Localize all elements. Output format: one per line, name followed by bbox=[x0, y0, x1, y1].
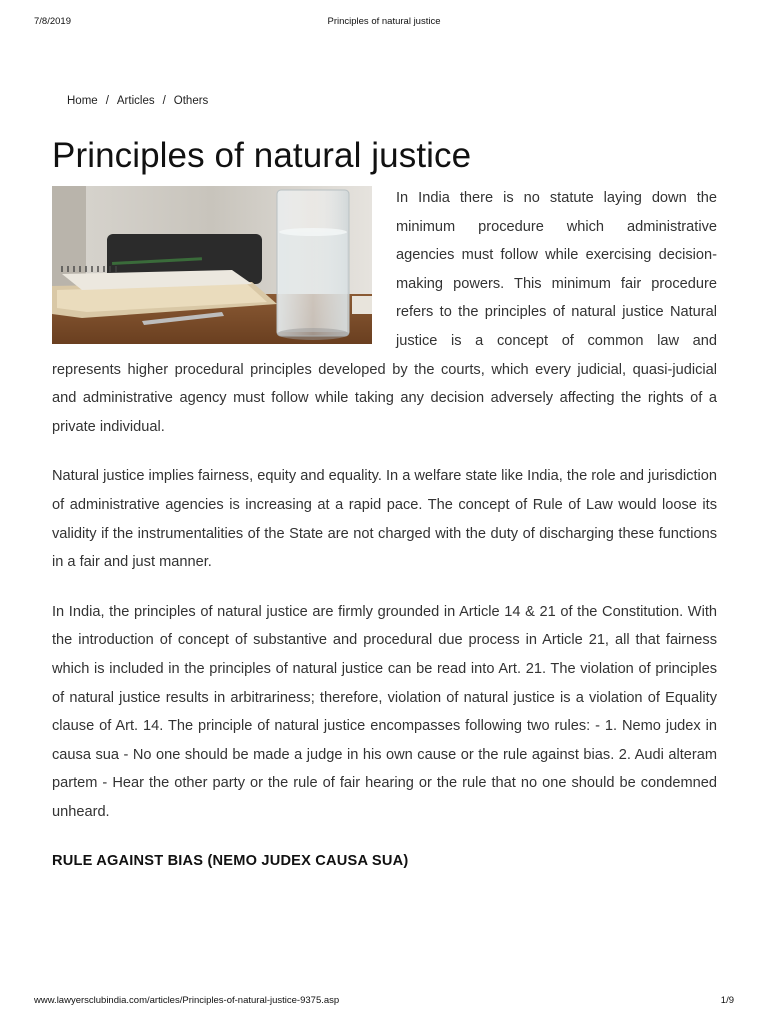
breadcrumb-separator: / bbox=[105, 95, 109, 107]
paragraph: Natural justice implies fairness, equity and equality. In a welfare state like India, the role and jurisdiction of administrative agencies is increasing at a rapid pace. The concept of Rule of Law would loose its validity if the instrumentalities of the State are not charged with the duty of discharging these functions in a fair and just manner. bbox=[52, 468, 717, 571]
paragraph: In India there is no statute laying down the minimum procedure which administrative agencies must follow while exercising decision-making powers. This minimum fair procedure refers to the principles of natural justice Natural justice is a concept of common law and represents higher procedural principles developed by the courts, which every judicial, quasi-judicial and administrative agency must follow while taking any decision adversely affecting the rights of a private individual. bbox=[52, 190, 717, 435]
breadcrumb-home[interactable]: Home bbox=[67, 95, 98, 107]
print-doc-title: Principles of natural justice bbox=[327, 16, 441, 27]
breadcrumb-articles[interactable]: Articles bbox=[116, 95, 155, 107]
print-url: www.lawyersclubindia.com/articles/Principles-of-natural-justice-9375.asp bbox=[34, 995, 340, 1006]
article-body bbox=[52, 186, 717, 876]
breadcrumb-others[interactable]: Others bbox=[173, 95, 209, 107]
paragraph: In India, the principles of natural justice are firmly grounded in Article 14 & 21 of the Constitution. With the introduction of concept of substantive and procedural due process in Article 21, all that fairness which is included in the principles of natural justice can be read into Art. 21. The violation of principles of natural justice results in arbitrariness; therefore, violation of natural justice is a violation of Equality clause of Art. 14. The principle of natural justice encompasses following two rules: - 1. Nemo judex in causa sua - No one should be made a judge in his own cause or the rule against bias. 2. Audi alteram partem - Hear the other party or the rule of fair hearing or the rule that no one should be condemned unheard. bbox=[52, 603, 717, 820]
page-title: Principles of natural justice bbox=[52, 136, 472, 175]
page-number: 1/9 bbox=[720, 995, 734, 1006]
notebook-and-glass-photo bbox=[52, 186, 372, 344]
print-date: 7/8/2019 bbox=[34, 16, 71, 27]
section-heading: RULE AGAINST BIAS (NEMO JUDEX CAUSA SUA) bbox=[52, 853, 409, 870]
breadcrumb bbox=[67, 95, 208, 107]
breadcrumb-separator: / bbox=[162, 95, 166, 107]
article-image bbox=[52, 186, 372, 344]
